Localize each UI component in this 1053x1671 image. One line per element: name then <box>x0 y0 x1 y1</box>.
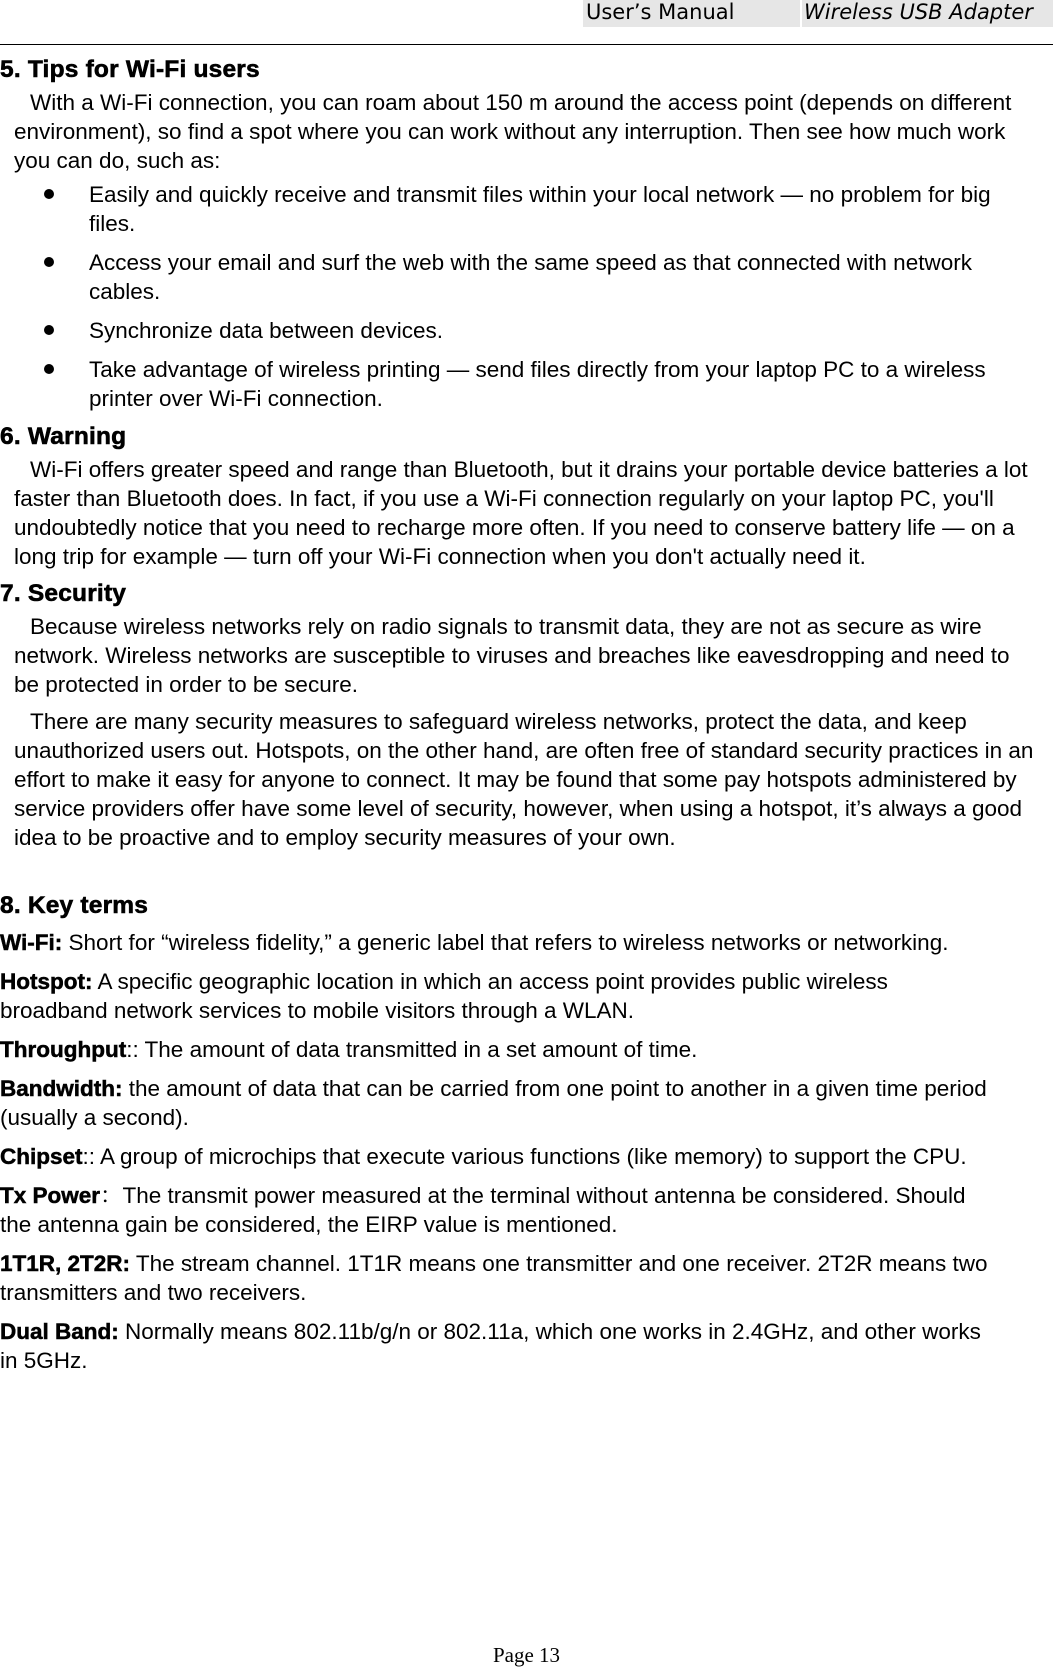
paragraph: Wi-Fi offers greater speed and range than Bluetooth, but it drains your portable device batteries a lot faster than Bluetooth does. In fact, if you use a Wi-Fi connection regularly on your laptop PC, you'll undoubtedly notice that you need to recharge more often. If you need to conserve battery life — on a long trip for example — turn off your Wi-Fi connection when you don't actually need it. <box>14 457 1028 569</box>
section-title: 6. Warning <box>0 423 127 450</box>
header-product-label: Wireless USB Adapter <box>802 0 1053 27</box>
list-item: Access your email and surf the web with the same speed as that connected with network cables. <box>0 248 1030 306</box>
section-title: 8. Key terms <box>0 892 149 919</box>
term-name: 1T1R, 2T2R: <box>0 1251 131 1276</box>
bullet-icon <box>44 364 54 374</box>
bullet-icon <box>44 325 54 335</box>
section-security <box>0 576 1053 852</box>
term-item <box>0 1074 990 1132</box>
term-definition: :: A group of microchips that execute various functions (like memory) to support the CPU. <box>82 1144 967 1169</box>
page-number: Page 13 <box>492 1643 561 1667</box>
term-name: Hotspot: <box>0 969 93 994</box>
bullet-list <box>0 180 1053 413</box>
term-name: Bandwidth: <box>0 1076 123 1101</box>
term-item <box>0 928 990 957</box>
paragraph: Because wireless networks rely on radio signals to transmit data, they are not as secure as wire network. Wireless networks are susceptible to viruses and breaches like eavesdropping and need to be protected in order to be secure. <box>14 614 1010 697</box>
term-definition: :: The amount of data transmitted in a set amount of time. <box>126 1037 698 1062</box>
term-item <box>0 1181 990 1239</box>
term-item <box>0 1142 990 1171</box>
term-name: Throughput <box>0 1037 127 1062</box>
section-tips <box>0 52 1053 413</box>
bullet-icon <box>44 189 54 199</box>
term-definition: The stream channel. 1T1R means one transmitter and one receiver. 2T2R means two transmitters and two receivers. <box>0 1251 988 1305</box>
page-content <box>0 52 1053 1385</box>
paragraph: With a Wi-Fi connection, you can roam about 150 m around the access point (depends on different environment), so find a spot where you can work without any interruption. Then see how much work you can do, such as: <box>14 90 1012 173</box>
term-name: Dual Band: <box>0 1319 119 1344</box>
section-warning <box>0 419 1053 571</box>
term-definition: Short for “wireless fidelity,” a generic label that refers to wireless networks or networking. <box>62 930 949 955</box>
list-item: Take advantage of wireless printing — send files directly from your laptop PC to a wireless printer over Wi-Fi connection. <box>0 355 1030 413</box>
page-header <box>0 0 1053 45</box>
term-name: Chipset <box>0 1144 83 1169</box>
term-item <box>0 967 990 1025</box>
term-name: Wi-Fi: <box>0 930 63 955</box>
term-definition: A specific geographic location in which an access point provides public wireless broadband network services to mobile visitors through a WLAN. <box>0 969 888 1023</box>
header-manual-label: User’s Manual <box>583 0 800 27</box>
term-definition: Normally means 802.11b/g/n or 802.11a, which one works in 2.4GHz, and other works in 5GHz. <box>0 1319 981 1373</box>
paragraph: There are many security measures to safeguard wireless networks, protect the data, and keep unauthorized users out. Hotspots, on the other hand, are often free of standard security practices in an effort to make it easy for anyone to connect. It may be found that some pay hotspots administered by service providers offer have some level of security, however, when using a hotspot, it’s always a good idea to be proactive and to employ security measures of your own. <box>14 709 1034 850</box>
section-title: 5. Tips for Wi-Fi users <box>0 56 260 83</box>
term-name: Tx Power <box>0 1183 101 1208</box>
term-definition: ：The transmit power measured at the terminal without antenna be considered. Should the antenna gain be considered, the EIRP value is mentioned. <box>0 1183 966 1237</box>
list-item: Easily and quickly receive and transmit files within your local network — no problem for big files. <box>0 180 1030 238</box>
section-key-terms <box>0 888 1053 1375</box>
section-title: 7. Security <box>0 580 127 607</box>
bullet-icon <box>44 257 54 267</box>
term-definition: the amount of data that can be carried from one point to another in a given time period (usually a second). <box>0 1076 987 1130</box>
list-item: Synchronize data between devices. <box>0 316 1030 345</box>
term-item <box>0 1317 990 1375</box>
term-item <box>0 1035 990 1064</box>
term-item <box>0 1249 990 1307</box>
